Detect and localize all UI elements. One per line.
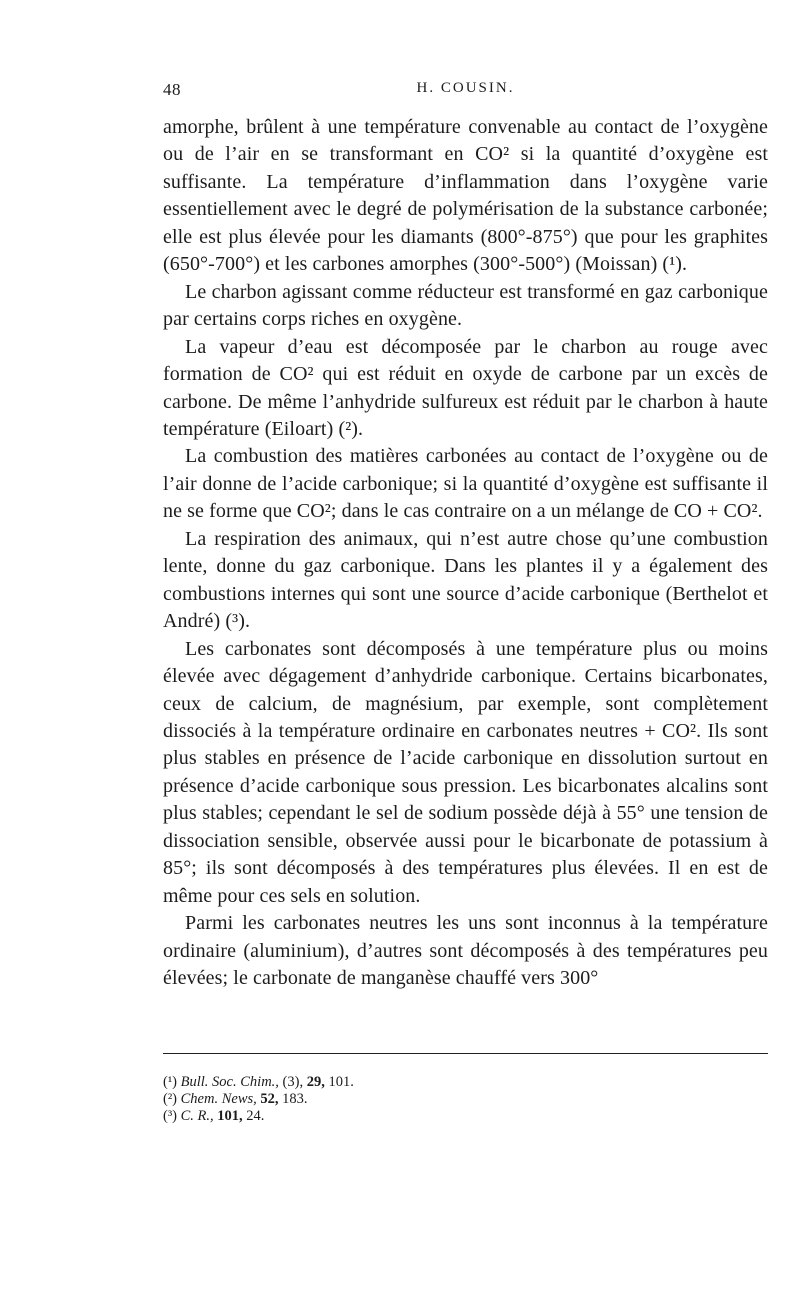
footnotes (163, 1074, 768, 1125)
paragraph-5: La respiration des animaux, qui n’est autre chose qu’une combustion lente, donne du gaz carbonique. Dans les plantes il y a également des combustions internes qui sont une source d’acide carbonique (Berthelot et André) (³). (163, 527, 768, 633)
footnote-3 (163, 1108, 768, 1125)
footnote-series: (3), (282, 1074, 304, 1090)
footnote-page: 24. (246, 1108, 265, 1124)
footnote-1 (163, 1074, 768, 1091)
paragraph-7: Parmi les carbonates neutres les uns sont inconnus à la température ordinaire (aluminium), d’autres sont décomposés à des températures peu élevées; le carbonate de manganèse chauffé vers 300° (163, 912, 768, 990)
paragraph-6: Les carbonates sont décomposés à une température plus ou moins élevée avec dégagement d’anhydride carbonique. Certains bicarbonates, ceux de calcium, de magnésium, par exemple, sont complètement dissociés à la température ordinaire en carbonates neutres + CO². Ils sont plus stables en présence de l’acide carbonique en dissolution surtout en présence d’acide carbonique sous pression. Les bicarbonates alcalins sont plus stables; cependant le sel de sodium possède déjà à 55° une tension de dissociation sensible, observée aussi pour le bicarbonate de potassium à 85°; ils sont décomposés à des températures plus élevées. Il en est de même pour ces sels en solution. (163, 637, 768, 907)
footnote-divider (163, 1053, 768, 1054)
paragraph-4: La combustion des matières carbonées au contact de l’oxygène ou de l’air donne de l’acide carbonique; si la quantité d’oxygène est suffisante il ne se forme que CO²; dans le cas contraire on a un mélange de CO + CO². (163, 445, 768, 523)
page-number: 48 (163, 80, 181, 99)
footnote-mark: (²) (163, 1091, 178, 1107)
footnote-mark: (¹) (163, 1074, 178, 1090)
footnote-mark: (³) (163, 1108, 178, 1124)
footnote-source: Bull. Soc. Chim., (180, 1074, 279, 1090)
footnote-source: Chem. News, (180, 1091, 257, 1107)
paragraph-3: La vapeur d’eau est décomposée par le charbon au rouge avec formation de CO² qui est réduit en oxyde de carbone par un excès de carbone. De même l’anhydride sulfureux est réduit par le charbon à haute température (Eiloart) (²). (163, 335, 768, 440)
footnote-source: C. R., (180, 1108, 214, 1124)
footnote-volume: 52, (260, 1091, 279, 1107)
footnote-page: 183. (282, 1091, 308, 1107)
paragraph-2: Le charbon agissant comme réducteur est transformé en gaz carbonique par certains corps riches en oxygène. (163, 280, 768, 331)
page-header (163, 80, 768, 106)
footnote-volume: 29, (306, 1074, 325, 1090)
footnote-volume: 101, (217, 1108, 243, 1124)
running-title: H. COUSIN. (416, 80, 515, 96)
footnote-page: 101. (328, 1074, 354, 1090)
paragraph-1: amorphe, brûlent à une température convenable au contact de l’oxygène ou de l’air en se transformant en CO² si la quantité d’oxygène est suffisante. La température d’inflammation dans l’oxygène varie essentiellement avec le degré de polymérisation de la substance carbonée; elle est plus élevée pour les diamants (800°-875°) que pour les graphites (650°-700°) et les carbones amorphes (300°-500°) (Moissan) (¹). (163, 116, 768, 276)
footnote-2 (163, 1091, 768, 1108)
body-text (163, 114, 768, 993)
